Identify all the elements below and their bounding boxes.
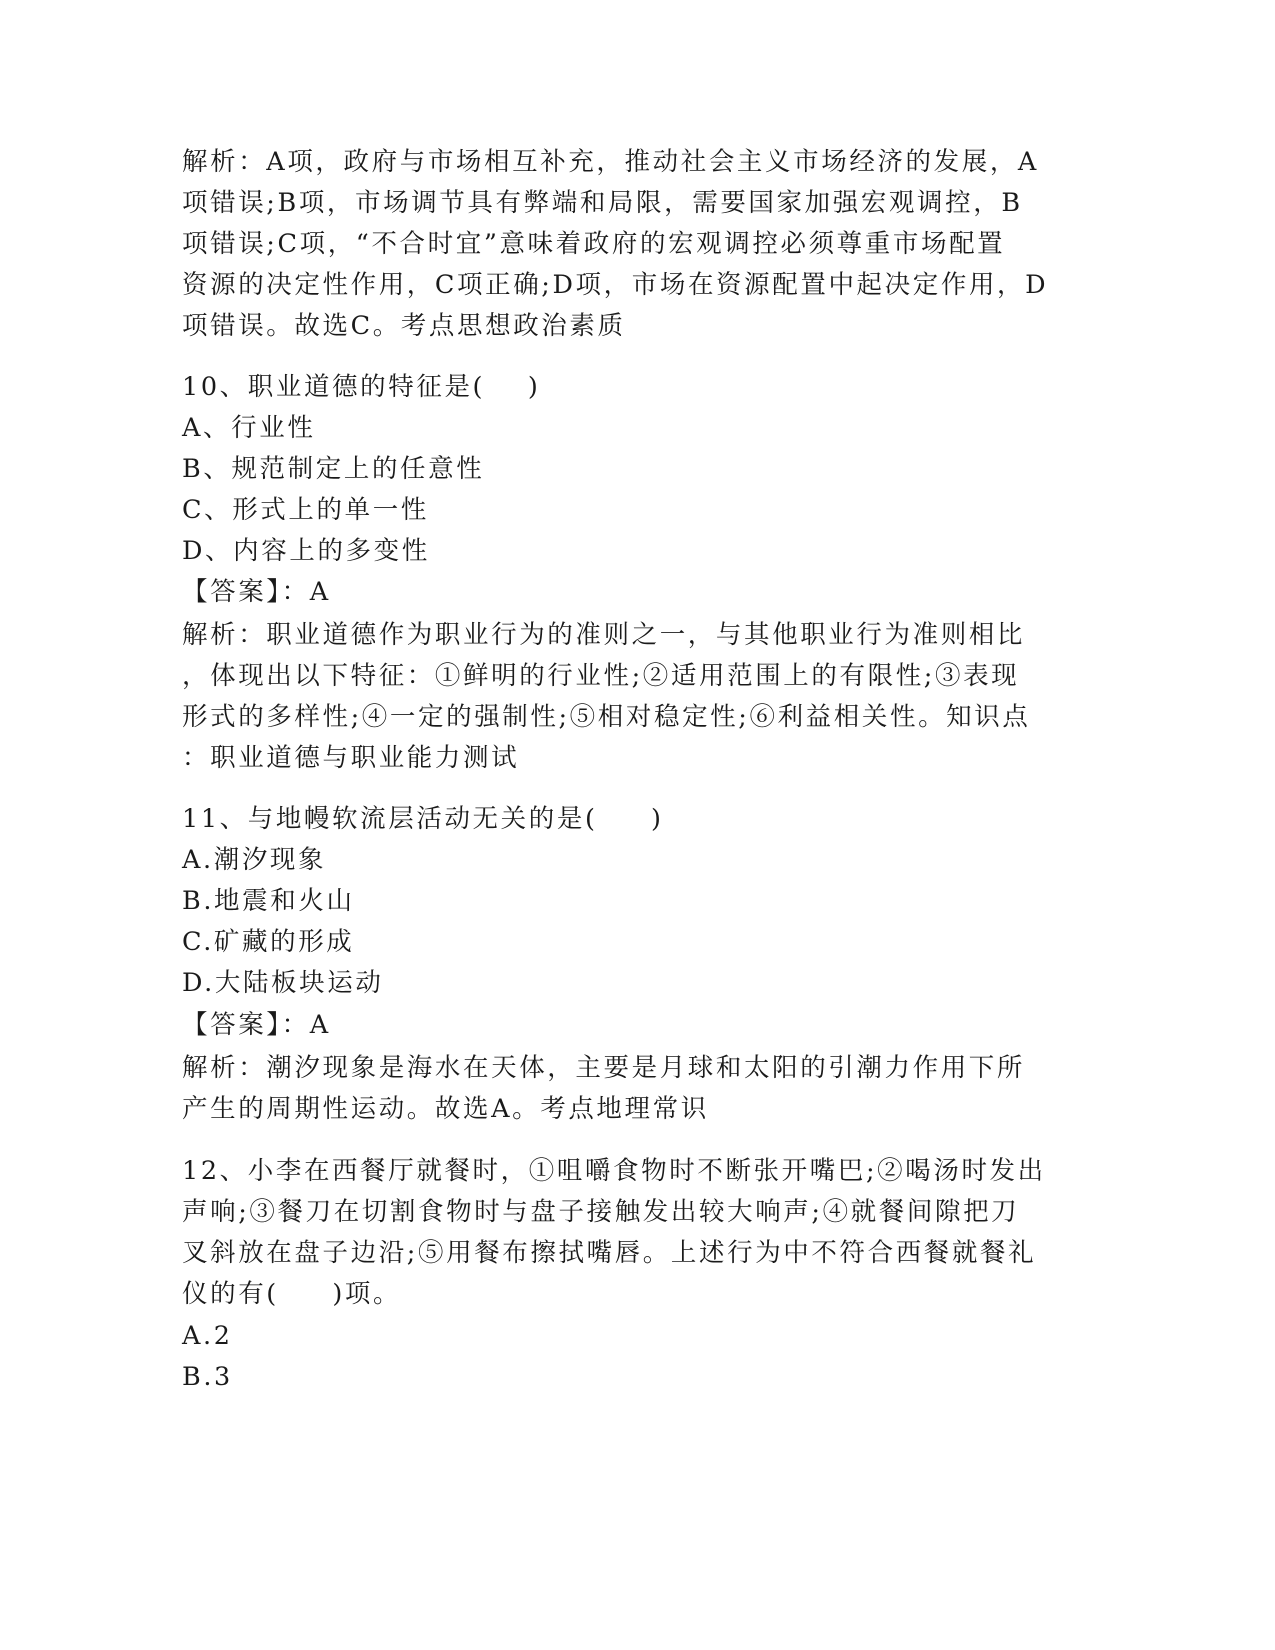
question-text-line: 仪的有( )项。 bbox=[182, 1279, 402, 1309]
option-a: A、行业性 bbox=[182, 413, 316, 443]
question-text: 10、职业道德的特征是( ) bbox=[182, 372, 541, 402]
option-d: D.大陆板块运动 bbox=[182, 968, 384, 998]
option-b: B.地震和火山 bbox=[182, 886, 355, 916]
explanation-line: 产生的周期性运动。故选A。考点地理常识 bbox=[182, 1094, 709, 1124]
option-d: D、内容上的多变性 bbox=[182, 536, 430, 566]
option-a: A.2 bbox=[182, 1321, 233, 1351]
explanation-line: 解析：职业道德作为职业行为的准则之一，与其他职业行为准则相比 bbox=[182, 620, 1026, 650]
explanation-line: ：职业道德与职业能力测试 bbox=[182, 743, 520, 773]
explanation-line: 形式的多样性;④一定的强制性;⑤相对稳定性;⑥利益相关性。知识点 bbox=[182, 702, 1031, 732]
explanation-line: 资源的决定性作用，C项正确;D项，市场在资源配置中起决定作用，D bbox=[182, 270, 1049, 300]
question-text-line: 12、小李在西餐厅就餐时，①咀嚼食物时不断张开嘴巴;②喝汤时发出 bbox=[182, 1156, 1046, 1186]
option-b: B.3 bbox=[182, 1362, 233, 1392]
question-text-line: 声响;③餐刀在切割食物时与盘子接触发出较大响声;④就餐间隙把刀 bbox=[182, 1197, 1020, 1227]
answer-line: 【答案】：A bbox=[182, 577, 331, 607]
explanation-line: 项错误;B项，市场调节具有弊端和局限，需要国家加强宏观调控，B bbox=[182, 188, 1023, 218]
option-a: A.潮汐现象 bbox=[182, 845, 327, 875]
question-text-line: 叉斜放在盘子边沿;⑤用餐布擦拭嘴唇。上述行为中不符合西餐就餐礼 bbox=[182, 1238, 1037, 1268]
explanation-line: 解析：潮汐现象是海水在天体，主要是月球和太阳的引潮力作用下所 bbox=[182, 1053, 1026, 1083]
option-c: C.矿藏的形成 bbox=[182, 927, 355, 957]
explanation-line: 项错误。故选C。考点思想政治素质 bbox=[182, 311, 626, 341]
explanation-line: 解析：A项，政府与市场相互补充，推动社会主义市场经济的发展，A bbox=[182, 147, 1039, 177]
option-c: C、形式上的单一性 bbox=[182, 495, 429, 525]
answer-line: 【答案】：A bbox=[182, 1010, 331, 1040]
explanation-line: ，体现出以下特征：①鲜明的行业性;②适用范围上的有限性;③表现 bbox=[182, 661, 1020, 691]
question-text: 11、与地幔软流层活动无关的是( ) bbox=[182, 804, 664, 834]
option-b: B、规范制定上的任意性 bbox=[182, 454, 485, 484]
explanation-line: 项错误;C项，“不合时宜”意味着政府的宏观调控必须尊重市场配置 bbox=[182, 229, 1006, 259]
